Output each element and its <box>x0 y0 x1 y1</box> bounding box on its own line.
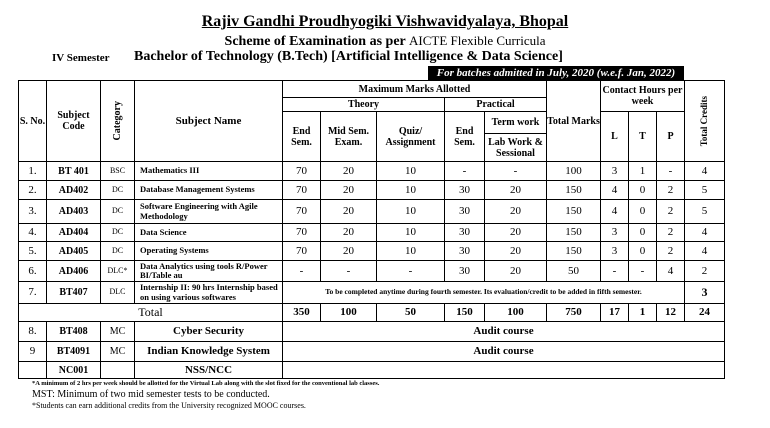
table-row: 1. BT 401 BSC Mathematics III 70 20 10 - - 100 3 1 - 4 <box>19 162 725 181</box>
batch-banner: For batches admitted in July, 2020 (w.e.f. Jan, 2022) <box>428 66 684 80</box>
header-end-sem: End Sem. <box>283 112 321 162</box>
header-mid-sem: Mid Sem. Exam. <box>321 112 377 162</box>
table-row: 4. AD404 DC Data Science 70 20 10 30 20 150 3 0 2 4 <box>19 224 725 242</box>
header-practical: Practical <box>445 98 547 112</box>
header-total-marks: Total Marks <box>547 81 601 162</box>
total-row: Total 350 100 50 150 100 750 17 1 12 24 <box>19 304 725 322</box>
header-term-work: Term work <box>485 112 547 134</box>
scheme-suffix: AICTE Flexible Curricula <box>409 33 546 48</box>
footnote-mst: MST: Minimum of two mid semester tests to be conducted. <box>32 389 270 400</box>
scheme-table <box>18 80 725 379</box>
table-row: 6. AD406 DLC* Data Analytics using tools R/Power BI/Table au - - - 30 20 50 - - 4 2 <box>19 261 725 282</box>
header-sno: S. No. <box>19 81 47 162</box>
table-row: 2. AD402 DC Database Management Systems 70 20 10 30 20 150 4 0 2 5 <box>19 181 725 200</box>
internship-note: To be completed anytime during fourth semester. Its evaluation/credit to be added in fifth semester. <box>283 282 685 304</box>
header-theory: Theory <box>283 98 445 112</box>
header-t: T <box>629 112 657 162</box>
university-title: Rajiv Gandhi Proudhyogiki Vishwavidyalaya, Bhopal <box>201 13 569 30</box>
header-practical-end-sem: End Sem. <box>445 112 485 162</box>
audit-row: 8. BT408 MC Cyber Security Audit course <box>19 322 725 342</box>
header-max-marks: Maximum Marks Allotted <box>283 81 547 98</box>
table-row: 5. AD405 DC Operating Systems 70 20 10 30 20 150 3 0 2 4 <box>19 242 725 261</box>
footnote-virtual-lab: *A minimum of 2 hrs per week should be allotted for the Virtual Lab along with the slot fixed for the conventional lab classes. <box>32 380 380 387</box>
header-lab-work: Lab Work & Sessional <box>485 134 547 162</box>
header-contact-hours: Contact Hours per week <box>601 81 685 112</box>
internship-row: 7. BT407 DLC Internship II: 90 hrs Internship based on using various softwares To be completed anytime during fourth semester. Its evaluation/credit to be added in fifth semester. 3 <box>19 282 725 304</box>
header-p: P <box>657 112 685 162</box>
degree-title: Bachelor of Technology (B.Tech) [Artificial Intelligence & Data Science] <box>134 49 563 64</box>
nss-row: NC001 NSS/NCC <box>19 362 725 379</box>
footnote-mooc: *Students can earn additional credits from the University recognized MOOC courses. <box>32 401 306 410</box>
header-l: L <box>601 112 629 162</box>
semester-label: IV Semester <box>52 52 110 64</box>
audit-row: 9 BT4091 MC Indian Knowledge System Audit course <box>19 342 725 362</box>
header-subject-name: Subject Name <box>135 81 283 162</box>
table-row: 3. AD403 DC Software Engineering with Agile Methodology 70 20 10 30 20 150 4 0 2 5 <box>19 200 725 224</box>
header-total-credits: Total Credits <box>698 95 709 147</box>
header-quiz: Quiz/ Assignment <box>377 112 445 162</box>
scheme-prefix: Scheme of Examination as per <box>224 34 406 49</box>
header-subject-code: Subject Code <box>47 81 101 162</box>
scheme-title <box>0 33 770 50</box>
header-category: Category <box>112 101 123 141</box>
